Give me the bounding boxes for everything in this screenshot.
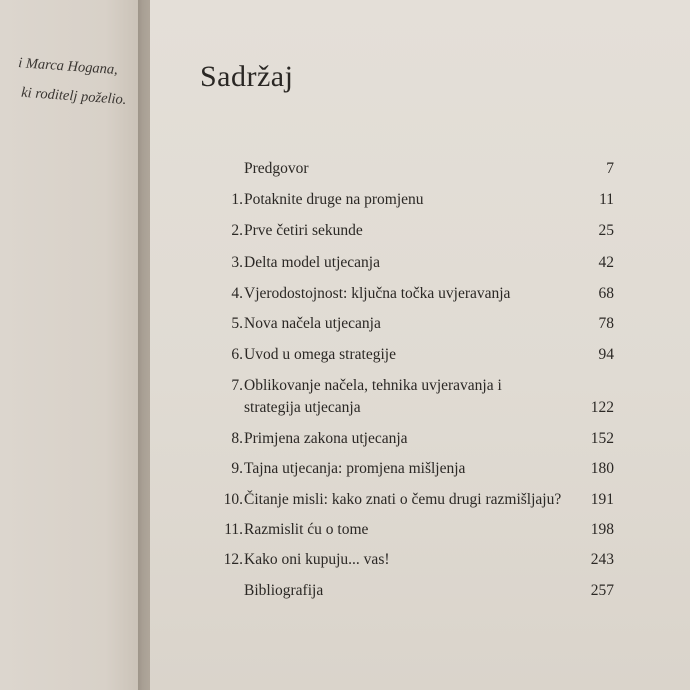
toc-entry-page: 7 — [606, 160, 614, 177]
toc-entry-title: Bibliografija — [244, 582, 324, 599]
toc-entry-number: 9. — [231, 460, 243, 477]
toc-entry-number: 1. — [231, 191, 243, 208]
toc-entry — [150, 315, 690, 337]
toc-entry — [150, 521, 690, 543]
toc-entry-title: Čitanje misli: kako znati o čemu drugi razmišljaju? — [244, 491, 562, 508]
toc-entry-number: 11. — [224, 521, 243, 538]
toc-entry-title: Primjena zakona utjecanja — [244, 430, 408, 447]
toc-entry-page: 180 — [590, 460, 614, 477]
toc-entry-page: 11 — [599, 191, 614, 208]
left-page-line: ki roditelj poželio. — [20, 84, 127, 108]
toc-entry-title-continued: strategija utjecanja — [244, 399, 361, 416]
toc-entry — [150, 222, 690, 244]
toc-entry — [150, 285, 690, 307]
toc-entry-page: 257 — [590, 582, 614, 599]
toc-entry-title: Uvod u omega strategije — [244, 346, 396, 363]
toc-entry-page: 94 — [598, 346, 614, 363]
toc-entry-page: 68 — [598, 285, 614, 302]
left-page-line: i Marca Hogana, — [17, 55, 119, 78]
toc-entry — [150, 582, 690, 604]
toc-entry — [150, 377, 690, 425]
toc-entry-page: 78 — [598, 315, 614, 332]
toc-entry-title: Tajna utjecanja: promjena mišljenja — [244, 460, 466, 477]
toc-entry — [150, 491, 690, 513]
toc-entry-title: Delta model utjecanja — [244, 254, 380, 271]
toc-entry-number: 3. — [231, 254, 243, 271]
toc-entry-title: Prve četiri sekunde — [244, 222, 363, 239]
toc-entry — [150, 460, 690, 482]
toc-entry-title: Oblikovanje načela, tehnika uvjeravanja i — [244, 377, 502, 394]
contents-page — [150, 0, 690, 690]
toc-entry-page: 25 — [598, 222, 614, 239]
toc-entry — [150, 346, 690, 368]
toc-entry-number: 10. — [223, 491, 243, 508]
toc-entry-page: 122 — [590, 399, 614, 416]
toc-entry — [150, 191, 690, 213]
toc-entry-number: 2. — [231, 222, 243, 239]
toc-entry-number: 4. — [231, 285, 243, 302]
toc-entry — [150, 551, 690, 573]
toc-entry-number: 6. — [231, 346, 243, 363]
toc-entry-page: 198 — [590, 521, 614, 538]
toc-entry — [150, 254, 690, 276]
left-page — [0, 0, 150, 690]
toc-entry — [150, 160, 690, 182]
toc-entry-number: 8. — [231, 430, 243, 447]
toc-entry-number: 12. — [223, 551, 243, 568]
toc-entry-number: 7. — [231, 377, 243, 394]
toc-entry-title: Kako oni kupuju... vas! — [244, 551, 390, 568]
toc-entry-title: Vjerodostojnost: ključna točka uvjeravanja — [244, 285, 511, 302]
toc-entry-page: 191 — [590, 491, 614, 508]
toc-entry-title: Nova načela utjecanja — [244, 315, 381, 332]
toc-entry-title: Razmislit ću o tome — [244, 521, 369, 538]
toc-entry — [150, 430, 690, 452]
toc-entry-title: Potaknite druge na promjenu — [244, 191, 424, 208]
toc-entry-page: 42 — [598, 254, 614, 271]
toc-entry-page: 243 — [590, 551, 614, 568]
toc-entry-page: 152 — [590, 430, 614, 447]
page-title: Sadržaj — [200, 60, 294, 93]
toc-entry-number: 5. — [231, 315, 243, 332]
toc-entry-title: Predgovor — [244, 160, 309, 177]
